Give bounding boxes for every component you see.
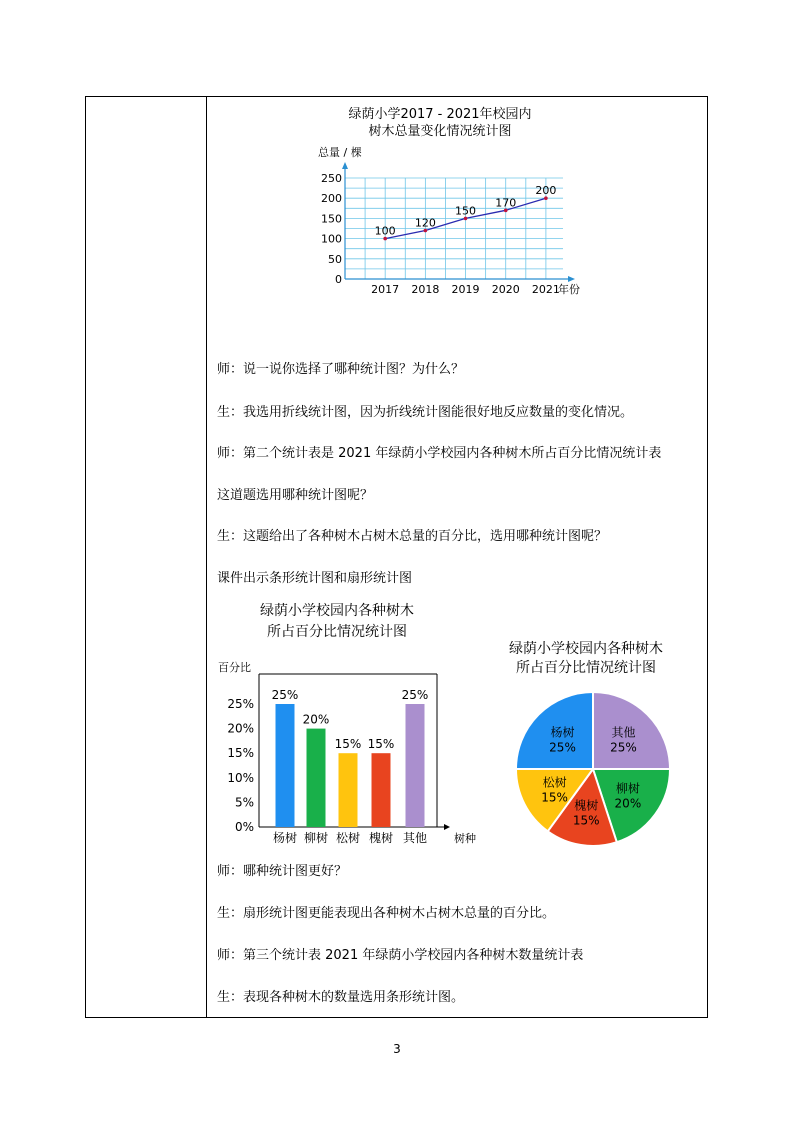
dialogue-student-2: 生：这题给出了各种树木占树木总量的百分比，选用哪种统计图呢？ <box>217 529 608 544</box>
line-chart-title-line-2: 树木总量变化情况统计图 <box>368 124 512 139</box>
bar-chart-y-axis-label: 百分比 <box>218 661 251 674</box>
y-tick-label: 100 <box>321 232 342 246</box>
dialogue-teacher-2: 师：第二个统计表是 2021 年绿荫小学校园内各种树木所占百分比情况统计表 <box>217 446 662 461</box>
bar <box>372 753 391 827</box>
dialogue-student-3: 生：扇形统计图更能表现出各种树木占树木总量的百分比。 <box>217 906 556 921</box>
y-tick-label: 25% <box>227 697 254 711</box>
courseware-note: 课件出示条形统计图和扇形统计图 <box>217 571 413 586</box>
y-tick-label: 10% <box>227 770 254 785</box>
dialogue-teacher-1: 师：说一说你选择了哪种统计图？为什么？ <box>217 362 465 377</box>
line-chart-title-line-1: 绿荫小学2017 - 2021年校园内 <box>348 107 532 122</box>
y-tick-label: 200 <box>321 192 342 206</box>
dialogue-student-4: 生：表现各种树木的数量选用条形统计图。 <box>217 990 465 1005</box>
bar-chart-y-ticks <box>227 697 254 834</box>
y-tick-label: 0% <box>234 820 254 834</box>
line-chart-y-axis-label: 总量 / 棵 <box>318 146 362 159</box>
pie-chart-title-line-2: 所占百分比情况统计图 <box>516 660 656 676</box>
dialogue-teacher-3: 师：哪种统计图更好？ <box>217 864 348 879</box>
bar <box>307 729 326 827</box>
data-label: 200 <box>535 184 557 198</box>
pie-slice-name: 杨树 <box>550 725 575 740</box>
dialogue-teacher-4: 师：第三个统计表 2021 年绿荫小学校园内各种树木数量统计表 <box>217 948 584 963</box>
pie-slice-value: 25% <box>610 740 637 755</box>
x-tick-label: 松树 <box>335 831 361 845</box>
pie-slice-value: 25% <box>549 740 576 755</box>
x-tick-label: 2020 <box>491 283 520 296</box>
y-tick-label: 5% <box>234 795 254 810</box>
bar <box>276 704 295 827</box>
y-tick-label: 50 <box>328 252 342 266</box>
bar-value-label: 15% <box>367 737 395 752</box>
bar <box>339 753 358 827</box>
x-tick-label: 2019 <box>451 283 480 296</box>
bar-value-label: 15% <box>334 737 362 752</box>
y-tick-label: 15% <box>227 746 254 761</box>
pie-chart-title-line-1: 绿荫小学校园内各种树木 <box>509 641 663 657</box>
x-tick-label: 2017 <box>371 283 400 296</box>
bar-chart-title-line-2: 所占百分比情况统计图 <box>267 624 407 640</box>
line-chart-axes <box>342 162 575 282</box>
table-column-divider <box>206 96 207 1018</box>
y-axis-arrow <box>342 162 348 169</box>
pie-slice-value: 15% <box>541 790 568 805</box>
y-tick-label: 20% <box>227 721 254 736</box>
line-chart-x-ticks <box>371 283 560 296</box>
x-tick-label: 槐树 <box>368 831 394 845</box>
pie-slice-name: 松树 <box>542 775 567 790</box>
data-label: 100 <box>374 224 396 238</box>
bar <box>406 704 425 827</box>
bar-value-label: 25% <box>271 688 299 702</box>
y-tick-label: 150 <box>321 212 342 226</box>
bar-chart-x-axis-label: 树种 <box>454 832 476 845</box>
x-tick-label: 柳树 <box>303 831 329 845</box>
data-label: 170 <box>495 196 517 210</box>
pie-slice-name: 其他 <box>611 725 636 740</box>
pie-slice-value: 20% <box>614 796 642 811</box>
data-label: 150 <box>455 204 477 218</box>
y-tick-label: 250 <box>321 172 342 185</box>
data-label: 120 <box>414 216 436 230</box>
pie-chart <box>490 636 700 852</box>
bar-chart-x-ticks <box>273 830 427 845</box>
pie-slice-value: 15% <box>572 813 600 828</box>
dialogue-student-1: 生：我选用折线统计图，因为折线统计图能很好地反应数量的变化情况。 <box>217 405 634 420</box>
page-number: 3 <box>393 1042 401 1056</box>
x-tick-label: 2018 <box>411 283 440 296</box>
x-axis-arrow <box>568 276 575 282</box>
bar-value-label: 25% <box>401 688 429 702</box>
bar-chart-bars <box>272 688 429 827</box>
x-tick-label: 杨树 <box>272 831 298 845</box>
bar-chart-title-line-1: 绿荫小学校园内各种树木 <box>260 603 414 619</box>
dialogue-teacher-2-continued: 这道题选用哪种统计图呢？ <box>217 488 374 503</box>
line-chart-y-ticks <box>321 172 342 286</box>
x-tick-label: 其他 <box>402 831 428 845</box>
bar-value-label: 20% <box>302 712 330 727</box>
pie-slice-name: 槐树 <box>574 798 599 813</box>
line-chart-x-axis-label: 年份 <box>558 283 580 296</box>
pie-slice-name: 柳树 <box>615 781 640 796</box>
y-tick-label: 0 <box>335 273 342 286</box>
x-axis-arrow <box>444 824 450 830</box>
line-chart <box>300 100 600 300</box>
x-tick-label: 2021 <box>531 283 560 296</box>
bar-chart <box>212 600 482 850</box>
